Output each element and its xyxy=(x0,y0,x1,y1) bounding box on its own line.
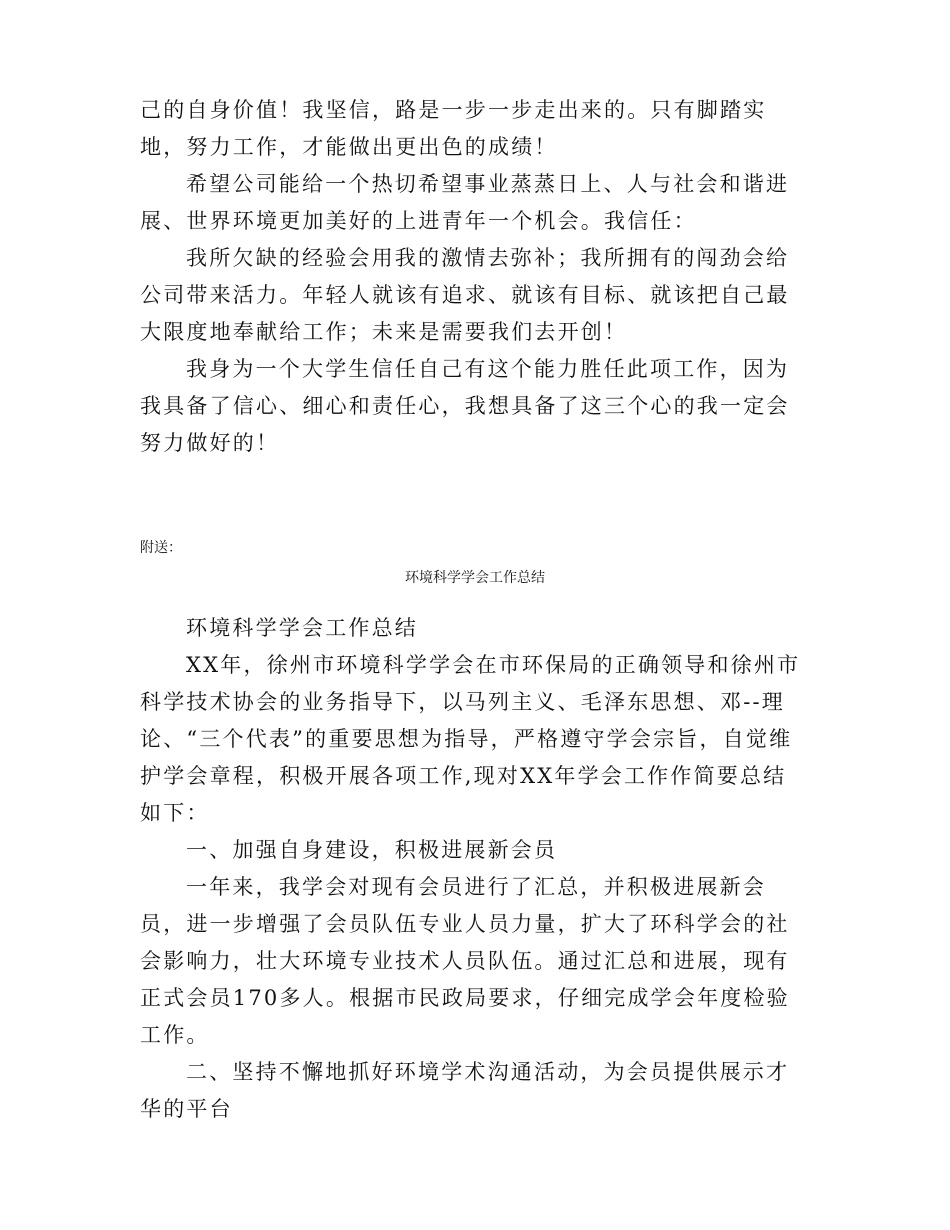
summary-heading: 环境科学学会工作总结 xyxy=(186,616,418,640)
appendix-label: 附送： xyxy=(140,540,182,556)
paragraph-confidence: 我身为一个大学生信任自己有这个能力胜任此项工作，因为我具备了信心、细心和责任心，我想具备了这三个心的我一定会努力做好的！ xyxy=(140,357,790,455)
paragraph-continuation: 己的自身价值！我坚信，路是一步一步走出来的。只有脚踏实地，努力工作，才能做出更出色的成绩！ xyxy=(140,98,767,159)
summary-body xyxy=(140,610,805,1128)
section-heading-1: 一、加强自身建设，积极进展新会员 xyxy=(186,838,558,862)
section-heading-2: 二、坚持不懈地抓好环境学术沟通活动，为会员提供展示才华的平台 xyxy=(140,1060,790,1121)
paragraph-hope: 希望公司能给一个热切希望事业蒸蒸日上、人与社会和谐进展、世界环境更加美好的上进青年一个机会。我信任： xyxy=(140,172,790,233)
paragraph-passion: 我所欠缺的经验会用我的激情去弥补；我所拥有的闯劲会给公司带来活力。年轻人就该有追求、就该有目标、就该把自己最大限度地奉献给工作；未来是需要我们去开创！ xyxy=(140,246,790,344)
paragraph-members: 一年来，我学会对现有会员进行了汇总，并积极进展新会员，进一步增强了会员队伍专业人员力量，扩大了环科学会的社会影响力，壮大环境专业技术人员队伍。通过汇总和进展，现有正式会员170多人。根据市民政局要求，仔细完成学会年度检验工作。 xyxy=(140,875,790,1047)
letter-body xyxy=(140,92,805,462)
appendix-title: 环境科学学会工作总结 xyxy=(405,570,545,586)
paragraph-intro: XX年，徐州市环境科学学会在市环保局的正确领导和徐州市科学技术协会的业务指导下，以马列主义、毛泽东思想、邓--理论、“三个代表”的重要思想为指导，严格遵守学会宗旨，自觉维护学会章程，积极开展各项工作,现对XX年学会工作作简要总结如下： xyxy=(140,653,801,825)
